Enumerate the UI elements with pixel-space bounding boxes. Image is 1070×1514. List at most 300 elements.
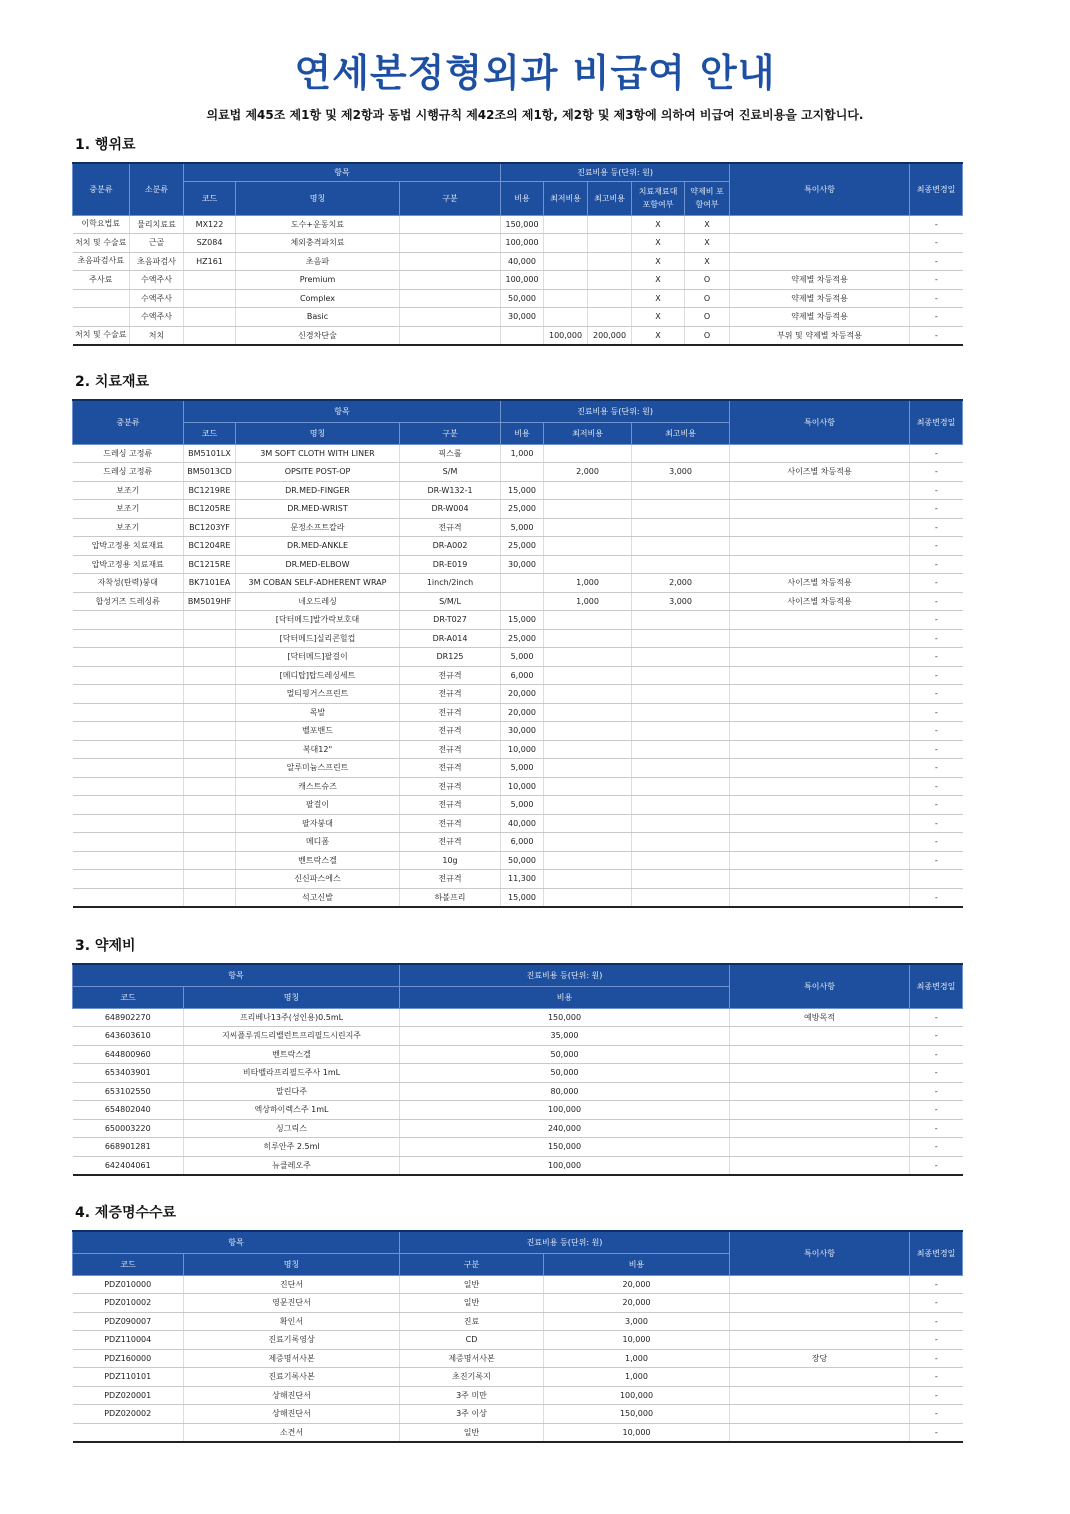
table-cell: [730, 1082, 910, 1101]
table-cell: -: [910, 722, 963, 741]
table-row: [73, 463, 963, 482]
col-name: 명칭: [184, 1253, 400, 1275]
table-cell: 신경차단술: [236, 326, 400, 345]
table-cell: [184, 685, 236, 704]
page-title: 연세본정형외과 비급여 안내: [294, 51, 776, 95]
table-cell: -: [910, 1027, 963, 1046]
table-row: [73, 629, 963, 648]
table-cell: 사이즈별 차등적용: [730, 592, 910, 611]
table-cell: -: [910, 1423, 963, 1442]
table-cell: 픽스롤: [400, 444, 501, 463]
table-cell: 6,000: [501, 833, 544, 852]
table-cell: 150,000: [501, 215, 544, 234]
table-cell: [73, 666, 184, 685]
table-cell: BC1204RE: [184, 537, 236, 556]
table-cell: 석고신발: [236, 888, 400, 907]
table-cell: 전규격: [400, 518, 501, 537]
table-cell: -: [910, 740, 963, 759]
table-row: [73, 481, 963, 500]
table-cell: [184, 648, 236, 667]
table-cell: -: [910, 1008, 963, 1027]
table-cell: 비타벨라프리필드주사 1mL: [184, 1064, 400, 1083]
table-cell: -: [910, 777, 963, 796]
table-cell: 25,000: [501, 629, 544, 648]
table-cell: 복대12": [236, 740, 400, 759]
table-cell: 예방목적: [730, 1008, 910, 1027]
col-last-modified: 최종변경일: [910, 1231, 963, 1275]
table-cell: O: [685, 326, 730, 345]
table-row: [73, 666, 963, 685]
table-cell: [400, 308, 501, 327]
table-cell: 50,000: [501, 289, 544, 308]
table-cell: 일반: [400, 1423, 544, 1442]
table-cell: S/M: [400, 463, 501, 482]
table-cell: 확인서: [184, 1312, 400, 1331]
table-cell: 643603610: [73, 1027, 184, 1046]
table-cell: [730, 1368, 910, 1387]
table-cell: BC1219RE: [184, 481, 236, 500]
col-division: 구분: [400, 422, 501, 444]
table-cell: [730, 1156, 910, 1175]
table-cell: [730, 740, 910, 759]
table-cell: DR-W132-1: [400, 481, 501, 500]
table-row: [73, 500, 963, 519]
table-cell: [184, 722, 236, 741]
table-cell: 1,000: [544, 592, 632, 611]
table-cell: 수액주사: [130, 289, 184, 308]
table-cell: [544, 888, 632, 907]
table-cell: 150,000: [400, 1138, 730, 1157]
table-cell: [730, 1405, 910, 1424]
table-cell: 100,000: [544, 1386, 730, 1405]
table-cell: 신신파스에스: [236, 870, 400, 889]
table-cell: BK7101EA: [184, 574, 236, 593]
table-cell: [730, 611, 910, 630]
table-cell: Complex: [236, 289, 400, 308]
table-cell: 642404061: [73, 1156, 184, 1175]
table-row: [73, 234, 963, 253]
table-cell: 약제별 차등적용: [730, 271, 910, 290]
table-cell: [632, 685, 730, 704]
table-cell: [730, 215, 910, 234]
table-row: [73, 1294, 963, 1313]
table-cell: [544, 870, 632, 889]
table-cell: 수액주사: [130, 271, 184, 290]
certificates-table: [72, 1230, 963, 1443]
table-cell: [73, 777, 184, 796]
table-cell: -: [910, 1349, 963, 1368]
table-cell: [730, 1138, 910, 1157]
table-cell: -: [910, 629, 963, 648]
table-cell: BM5019HF: [184, 592, 236, 611]
procedures-table: [72, 162, 963, 346]
table-cell: [730, 759, 910, 778]
table-cell: -: [910, 1138, 963, 1157]
table-cell: [184, 814, 236, 833]
table-cell: [730, 500, 910, 519]
table-cell: [632, 814, 730, 833]
page-subtitle: 의료법 제45조 제1항 및 제2항과 동법 시행규칙 제42조의 제1항, 제2항 및 제3항에 의하여 비급여 진료비용을 고지합니다.: [206, 108, 864, 122]
table-cell: [730, 1275, 910, 1294]
table-cell: 648902270: [73, 1008, 184, 1027]
table-cell: Premium: [236, 271, 400, 290]
table-cell: 10g: [400, 851, 501, 870]
table-cell: X: [632, 215, 685, 234]
table-cell: 15,000: [501, 888, 544, 907]
table-cell: -: [910, 833, 963, 852]
table-cell: [닥터메드]실리콘힐컵: [236, 629, 400, 648]
table-cell: [632, 851, 730, 870]
table-cell: 5,000: [501, 759, 544, 778]
table-cell: 벤트락스겔: [236, 851, 400, 870]
table-cell: O: [685, 271, 730, 290]
table-cell: [730, 1027, 910, 1046]
table-cell: [544, 611, 632, 630]
table-cell: 팔걸이: [236, 796, 400, 815]
table-cell: 전규격: [400, 870, 501, 889]
col-item-group: 항목: [73, 964, 400, 986]
table-cell: 20,000: [544, 1275, 730, 1294]
table-cell: 사이즈별 차등적용: [730, 574, 910, 593]
table-cell: -: [910, 1368, 963, 1387]
table-cell: 수액주사: [130, 308, 184, 327]
table-cell: 20,000: [501, 703, 544, 722]
table-cell: [632, 555, 730, 574]
table-row: [73, 1119, 963, 1138]
table-cell: [501, 592, 544, 611]
table-cell: PDZ110004: [73, 1331, 184, 1350]
table-cell: 싱그릭스: [184, 1119, 400, 1138]
table-cell: [501, 574, 544, 593]
table-row: [73, 833, 963, 852]
table-row: [73, 611, 963, 630]
table-row: [73, 888, 963, 907]
table-cell: 3,000: [632, 463, 730, 482]
table-cell: 벨포밴드: [236, 722, 400, 741]
table-cell: [730, 1386, 910, 1405]
table-cell: -: [910, 814, 963, 833]
table-cell: 1,000: [544, 574, 632, 593]
table-cell: BM5013CD: [184, 463, 236, 482]
table-cell: [730, 685, 910, 704]
table-cell: 6,000: [501, 666, 544, 685]
table-cell: PDZ010000: [73, 1275, 184, 1294]
table-cell: 네오드레싱: [236, 592, 400, 611]
table-cell: 10,000: [544, 1331, 730, 1350]
table-cell: 1,000: [544, 1368, 730, 1387]
table-cell: 5,000: [501, 648, 544, 667]
table-cell: [544, 215, 588, 234]
table-cell: [73, 308, 130, 327]
table-cell: Basic: [236, 308, 400, 327]
table-cell: -: [910, 1101, 963, 1120]
col-material-included: 치료재료대 포함여부: [632, 181, 685, 215]
table-cell: [730, 703, 910, 722]
table-cell: 진료: [400, 1312, 544, 1331]
table-cell: -: [910, 685, 963, 704]
table-cell: 사이즈별 차등적용: [730, 463, 910, 482]
table-cell: [544, 234, 588, 253]
table-cell: [184, 611, 236, 630]
table-cell: BM5101LX: [184, 444, 236, 463]
table-cell: 상해진단서: [184, 1405, 400, 1424]
table-cell: [588, 234, 632, 253]
table-cell: -: [910, 666, 963, 685]
table-row: [73, 870, 963, 889]
table-cell: 1inch/2inch: [400, 574, 501, 593]
table-cell: [544, 518, 632, 537]
table-cell: X: [632, 326, 685, 345]
table-row: [73, 1423, 963, 1442]
table-cell: [730, 252, 910, 271]
table-row: [73, 518, 963, 537]
table-cell: [632, 833, 730, 852]
col-code: 코드: [184, 422, 236, 444]
table-cell: [73, 796, 184, 815]
table-cell: -: [910, 851, 963, 870]
table-cell: 멀티핑거스프린트: [236, 685, 400, 704]
col-drug-included: 약제비 포함여부: [685, 181, 730, 215]
table-cell: 약제별 차등적용: [730, 308, 910, 327]
table-row: [73, 1045, 963, 1064]
table-row: [73, 796, 963, 815]
table-cell: 합성거즈 드레싱류: [73, 592, 184, 611]
table-cell: [588, 308, 632, 327]
table-cell: 240,000: [400, 1119, 730, 1138]
table-cell: [184, 308, 236, 327]
table-cell: BC1215RE: [184, 555, 236, 574]
table-cell: [184, 870, 236, 889]
table-cell: [730, 1423, 910, 1442]
table-cell: [632, 648, 730, 667]
table-row: [73, 648, 963, 667]
table-cell: 15,000: [501, 481, 544, 500]
table-cell: X: [632, 289, 685, 308]
table-cell: 전규격: [400, 703, 501, 722]
table-cell: [544, 759, 632, 778]
table-cell: [544, 703, 632, 722]
table-cell: [400, 271, 501, 290]
table-cell: 진료기록영상: [184, 1331, 400, 1350]
table-cell: [184, 759, 236, 778]
table-cell: [632, 444, 730, 463]
table-cell: [730, 1331, 910, 1350]
table-cell: -: [910, 888, 963, 907]
table-cell: 50,000: [400, 1045, 730, 1064]
table-cell: 처치 및 수술료: [73, 326, 130, 345]
table-cell: [73, 740, 184, 759]
table-cell: 20,000: [501, 685, 544, 704]
table-cell: 드레싱 고정류: [73, 463, 184, 482]
table-cell: 처치 및 수술료: [73, 234, 130, 253]
table-cell: DR-A014: [400, 629, 501, 648]
table-cell: [73, 759, 184, 778]
table-cell: [730, 666, 910, 685]
table-cell: [메디탑]탑드레싱세트: [236, 666, 400, 685]
table-cell: [730, 851, 910, 870]
table-cell: X: [632, 252, 685, 271]
table-cell: [184, 796, 236, 815]
table-cell: -: [910, 234, 963, 253]
table-cell: 3주 이상: [400, 1405, 544, 1424]
table-cell: -: [910, 1156, 963, 1175]
table-row: [73, 444, 963, 463]
table-row: [73, 1138, 963, 1157]
table-cell: [632, 629, 730, 648]
table-cell: [632, 500, 730, 519]
table-cell: -: [910, 648, 963, 667]
table-cell: X: [685, 215, 730, 234]
table-cell: 25,000: [501, 500, 544, 519]
table-cell: [73, 611, 184, 630]
table-cell: [588, 252, 632, 271]
table-cell: -: [910, 326, 963, 345]
table-cell: [544, 252, 588, 271]
table-cell: 압박고정용 치료재료: [73, 537, 184, 556]
table-cell: 약제별 차등적용: [730, 289, 910, 308]
table-cell: 100,000: [501, 234, 544, 253]
table-cell: [544, 685, 632, 704]
col-max-price: 최고비용: [632, 422, 730, 444]
table-cell: 장당: [730, 1349, 910, 1368]
table-cell: 5,000: [501, 518, 544, 537]
table-row: [73, 685, 963, 704]
table-cell: [544, 629, 632, 648]
table-cell: 전규격: [400, 759, 501, 778]
table-row: [73, 592, 963, 611]
table-row: [73, 215, 963, 234]
table-cell: [730, 870, 910, 889]
table-cell: 전규격: [400, 796, 501, 815]
col-note: 특이사항: [730, 1231, 910, 1275]
table-cell: -: [910, 463, 963, 482]
table-cell: [730, 1045, 910, 1064]
table-cell: [400, 234, 501, 253]
col-mid-category: 중분류: [73, 163, 130, 215]
table-cell: 100,000: [501, 271, 544, 290]
col-note: 특이사항: [730, 964, 910, 1008]
table-cell: 653102550: [73, 1082, 184, 1101]
col-min-price: 최저비용: [544, 422, 632, 444]
col-name: 명칭: [236, 181, 400, 215]
table-cell: [73, 703, 184, 722]
table-cell: 캐스트슈즈: [236, 777, 400, 796]
table-row: [73, 1064, 963, 1083]
table-cell: [632, 537, 730, 556]
table-cell: O: [685, 308, 730, 327]
table-cell: 팔자붕대: [236, 814, 400, 833]
table-cell: [184, 740, 236, 759]
table-cell: MX122: [184, 215, 236, 234]
table-cell: 초음파검사: [130, 252, 184, 271]
table-cell: -: [910, 537, 963, 556]
table-cell: -: [910, 252, 963, 271]
table-cell: 뉴클레오주: [184, 1156, 400, 1175]
table-cell: [632, 777, 730, 796]
table-cell: [544, 777, 632, 796]
table-cell: [184, 629, 236, 648]
table-cell: -: [910, 592, 963, 611]
table-cell: 30,000: [501, 722, 544, 741]
table-cell: -: [910, 271, 963, 290]
table-cell: 5,000: [501, 796, 544, 815]
table-cell: -: [910, 518, 963, 537]
table-cell: 654802040: [73, 1101, 184, 1120]
table-cell: [184, 888, 236, 907]
table-cell: -: [910, 1275, 963, 1294]
col-max-price: 최고비용: [588, 181, 632, 215]
table-cell: 물리치료료: [130, 215, 184, 234]
col-cost-group: 진료비용 등(단위: 원): [400, 964, 730, 986]
table-cell: 668901281: [73, 1138, 184, 1157]
table-cell: [730, 444, 910, 463]
table-cell: -: [910, 1405, 963, 1424]
table-cell: [184, 271, 236, 290]
table-cell: 10,000: [544, 1423, 730, 1442]
col-mid-category: 중분류: [73, 400, 184, 444]
table-cell: 644800960: [73, 1045, 184, 1064]
table-cell: [73, 722, 184, 741]
table-cell: [730, 814, 910, 833]
table-cell: [544, 289, 588, 308]
table-cell: -: [910, 481, 963, 500]
table-cell: 진단서: [184, 1275, 400, 1294]
table-cell: 일반: [400, 1294, 544, 1313]
section-title-materials: 2. 치료재료: [75, 374, 150, 390]
table-cell: [730, 888, 910, 907]
table-cell: [400, 326, 501, 345]
table-row: [73, 308, 963, 327]
table-cell: [588, 215, 632, 234]
col-min-price: 최저비용: [544, 181, 588, 215]
table-cell: -: [910, 1082, 963, 1101]
table-cell: 알루미늄스프린트: [236, 759, 400, 778]
table-cell: 35,000: [400, 1027, 730, 1046]
table-cell: 전규격: [400, 685, 501, 704]
table-cell: -: [910, 1331, 963, 1350]
table-row: [73, 1275, 963, 1294]
table-cell: DR-E019: [400, 555, 501, 574]
table-cell: PDZ160000: [73, 1349, 184, 1368]
table-cell: [730, 833, 910, 852]
table-cell: DR.MED-ANKLE: [236, 537, 400, 556]
table-cell: -: [910, 1386, 963, 1405]
col-cost-group: 진료비용 등(단위: 원): [501, 163, 730, 181]
table-cell: [544, 481, 632, 500]
table-cell: 80,000: [400, 1082, 730, 1101]
table-cell: -: [910, 1294, 963, 1313]
table-cell: [730, 796, 910, 815]
table-cell: 전규격: [400, 722, 501, 741]
table-cell: 진료기록사본: [184, 1368, 400, 1387]
table-cell: 25,000: [501, 537, 544, 556]
table-row: [73, 326, 963, 345]
table-cell: [184, 777, 236, 796]
table-cell: 보조기: [73, 518, 184, 537]
table-cell: [632, 796, 730, 815]
table-row: [73, 1082, 963, 1101]
table-cell: 하볼프리: [400, 888, 501, 907]
table-cell: [730, 1312, 910, 1331]
table-cell: 50,000: [501, 851, 544, 870]
table-row: [73, 777, 963, 796]
col-name: 명칭: [184, 986, 400, 1008]
table-cell: [730, 1101, 910, 1120]
col-note: 특이사항: [730, 163, 910, 215]
table-cell: OPSITE POST-OP: [236, 463, 400, 482]
table-cell: 일반: [400, 1275, 544, 1294]
table-row: [73, 759, 963, 778]
